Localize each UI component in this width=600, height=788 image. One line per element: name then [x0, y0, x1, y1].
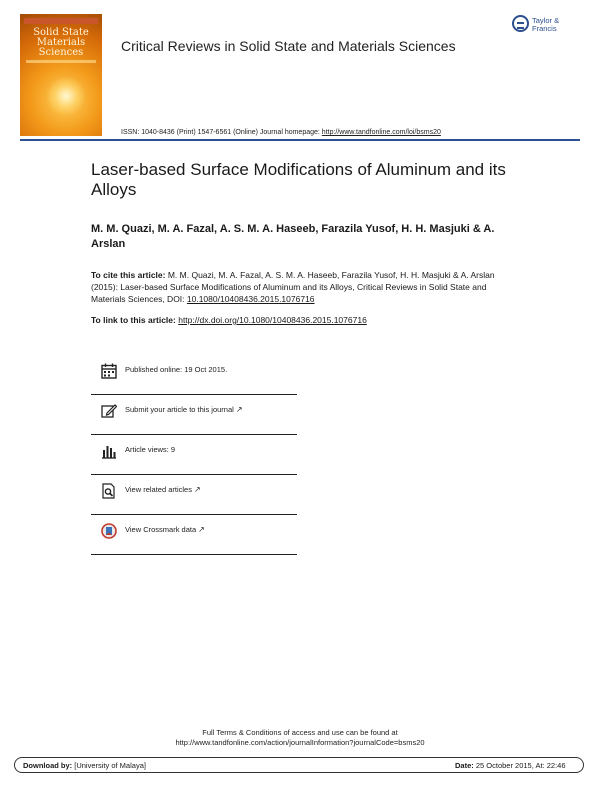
issn-line	[121, 129, 441, 136]
download-date-value: 25 October 2015, At: 22:46	[473, 761, 566, 770]
downloaded-by	[23, 761, 146, 770]
citation-text: M. M. Quazi, M. A. Fazal, A. S. M. A. Haseeb, Farazila Yusof, H. H. Masjuki & A. Arslan (2015): Laser-based Surface Modifications of Aluminum and its Alloys, Critical Reviews in Solid State and Materials Sciences, DOI:	[91, 270, 495, 304]
terms-url[interactable]: http://www.tandfonline.com/action/journalInformation?journalCode=bsms20	[175, 738, 425, 747]
article-authors: M. M. Quazi, M. A. Fazal, A. S. M. A. Haseeb, Farazila Yusof, H. H. Masjuki & A. Arslan	[91, 223, 495, 250]
action-label[interactable]: View Crossmark data	[125, 525, 197, 534]
download-info-bar	[14, 757, 584, 773]
external-link-icon: ↗	[235, 405, 243, 414]
cover-title-line2: Materials Sciences	[36, 37, 86, 58]
journal-cover-image	[20, 14, 102, 136]
downloaded-by-value: [University of Malaya]	[72, 761, 146, 770]
terms-line: Full Terms & Conditions of access and use can be found at	[202, 728, 398, 737]
action-label-wrap	[125, 405, 243, 414]
article-title: Laser-based Surface Modifications of Aluminum and its Alloys	[91, 160, 506, 199]
action-label-wrap	[125, 525, 205, 534]
cover-header-band	[24, 18, 98, 24]
download-date-label: Date:	[455, 761, 474, 770]
download-date	[455, 761, 566, 770]
action-submit-article[interactable]	[91, 395, 297, 435]
publisher-logo-icon	[512, 15, 529, 32]
journal-homepage-link[interactable]: http://www.tandfonline.com/loi/bsms20	[321, 129, 441, 136]
action-label[interactable]: View related articles	[125, 485, 192, 494]
cover-glow	[46, 76, 86, 116]
calendar-icon	[101, 363, 117, 379]
article-link-label: To link to this article:	[91, 315, 179, 325]
publisher-logo-text: Taylor & Francis	[532, 16, 560, 33]
action-label-wrap	[125, 485, 201, 494]
terms-footer	[0, 728, 600, 748]
article-actions	[91, 355, 297, 555]
article-link[interactable]: http://dx.doi.org/10.1080/10408436.2015.1076716	[178, 315, 367, 325]
action-related-articles[interactable]	[91, 475, 297, 515]
journal-title[interactable]: Critical Reviews in Solid State and Materials Sciences	[121, 38, 456, 54]
action-crossmark[interactable]	[91, 515, 297, 555]
downloaded-by-label: Download by:	[23, 761, 73, 770]
search-doc-icon	[101, 483, 117, 499]
citation-block	[91, 269, 521, 305]
cover-subtitle-band	[26, 60, 96, 63]
action-published-online	[91, 355, 297, 395]
publisher-logo[interactable]	[512, 15, 584, 35]
action-label: Published online: 19 Oct 2015.	[125, 365, 228, 374]
bar-chart-icon	[101, 443, 117, 459]
action-article-views	[91, 435, 297, 475]
article-link-block	[91, 314, 521, 326]
cover-title-line1: Solid State	[33, 27, 89, 38]
crossmark-icon	[101, 523, 117, 539]
header-divider	[20, 139, 580, 141]
action-label[interactable]: Submit your article to this journal	[125, 405, 234, 414]
issn-text: ISSN: 1040-8436 (Print) 1547-6561 (Online) Journal homepage:	[121, 129, 322, 136]
external-link-icon: ↗	[193, 485, 201, 494]
action-label: Article views: 9	[125, 445, 176, 454]
cover-title	[20, 28, 102, 58]
doi-link[interactable]: 10.1080/10408436.2015.1076716	[186, 294, 315, 304]
edit-icon	[101, 403, 117, 419]
citation-label: To cite this article:	[91, 270, 166, 280]
external-link-icon: ↗	[198, 525, 205, 534]
